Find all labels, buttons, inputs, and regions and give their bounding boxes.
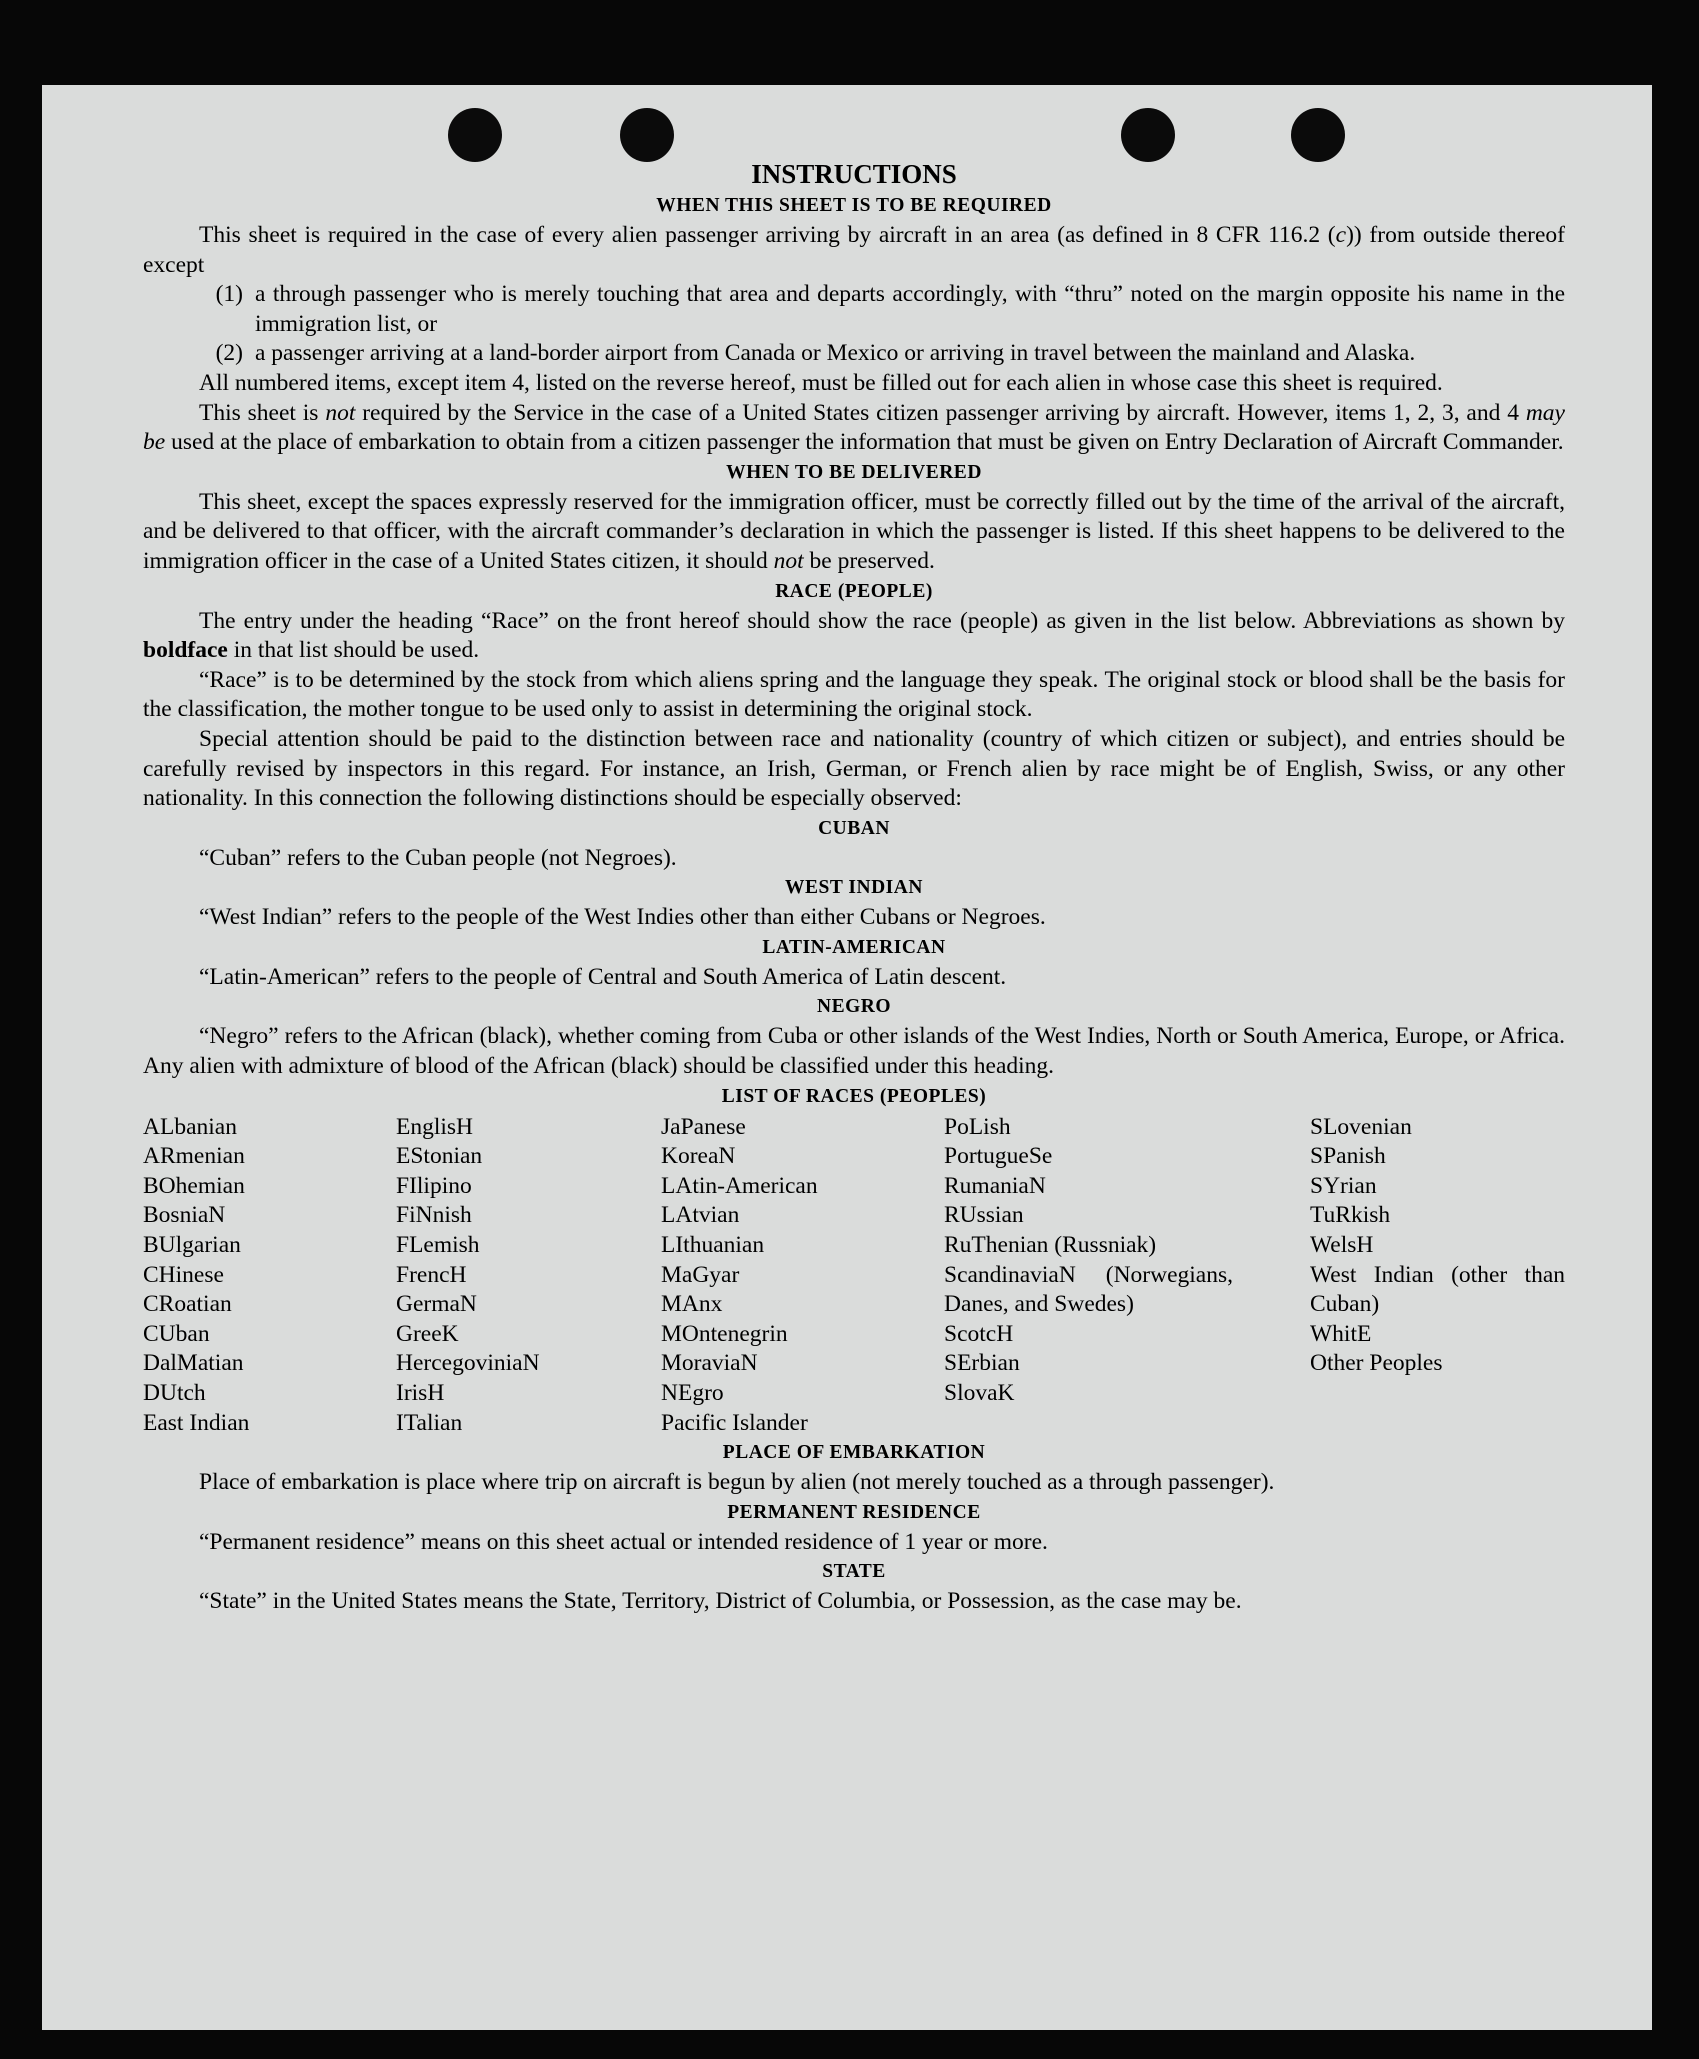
race-item: LAtin-American	[661, 1172, 818, 1199]
race-item: MoraviaN	[661, 1350, 758, 1377]
race-item: CUban	[143, 1320, 210, 1347]
race-item: Other Peoples	[1310, 1350, 1443, 1377]
race-item: EnglisH	[396, 1113, 474, 1140]
race-item: FrencH	[396, 1261, 467, 1288]
exception-item: (2) a passenger arriving at a land-border airport from Canada or Mexico or arriving in travel between the mainland and Alaska.	[215, 340, 1416, 367]
race-column	[396, 1113, 661, 1439]
exception-item: (1) a through passenger who is merely touching that area and departs accordingly, with “thru” noted on the margin opposite his name in the immigration list, or	[215, 281, 1565, 337]
race-item: DalMatian	[143, 1350, 244, 1377]
punch-hole	[620, 108, 674, 162]
race-item: MAnx	[661, 1291, 723, 1318]
definition-negro: “Negro” refers to the African (black), whether coming from Cuba or other islands of the West Indies, North or South America, Europe, or Africa. Any alien with admixture of blood of the African (black) should be classified under this heading.	[143, 1023, 1565, 1080]
race-item: SPanish	[1310, 1143, 1386, 1170]
race-paragraph-2: “Race” is to be determined by the stock from which aliens spring and the language they speak. The original stock or blood shall be the basis for the classification, the mother tongue to be used only to assist in determining the original stock.	[143, 666, 1565, 723]
race-item: HercegoviniaN	[396, 1350, 540, 1377]
section-heading-state: STATE	[822, 1561, 886, 1583]
race-item: Pacific Islander	[661, 1409, 808, 1436]
required-paragraph-2: All numbered items, except item 4, listed on the reverse hereof, must be filled out for each alien in whose case this sheet is required.	[199, 369, 1443, 396]
race-item: SErbian	[944, 1350, 1020, 1377]
punch-hole	[1291, 108, 1345, 162]
section-heading-race: RACE (PEOPLE)	[775, 580, 933, 602]
race-list	[143, 1113, 1565, 1439]
race-item: GermaN	[396, 1291, 477, 1318]
race-item: RuThenian (Russniak)	[944, 1232, 1157, 1259]
race-item: West Indian (other than Cuban)	[1310, 1261, 1565, 1318]
definition-heading-latin-american: LATIN-AMERICAN	[762, 936, 946, 958]
page-title: INSTRUCTIONS	[751, 159, 957, 189]
race-item: BUlgarian	[143, 1232, 241, 1259]
punch-hole	[1121, 108, 1175, 162]
race-paragraph-3: Special attention should be paid to the distinction between race and nationality (country of which citizen or subject), and entries should be carefully revised by inspectors in this regard. For instance, an Irish, German, or French alien by race might be of English, Swiss, or any other nationality. In this connection the following distinctions should be especially observed:	[143, 725, 1565, 812]
race-item: BOhemian	[143, 1172, 245, 1199]
race-item: FIlipino	[396, 1172, 472, 1199]
race-item: GreeK	[396, 1320, 459, 1347]
race-column	[661, 1113, 944, 1439]
required-paragraph-1: This sheet is required in the case of every alien passenger arriving by aircraft in an area (as defined in 8 CFR 116.2 (c)) from outside thereof except	[143, 222, 1565, 278]
instructions-content	[143, 157, 1565, 1617]
residence-paragraph: “Permanent residence” means on this sheet actual or intended residence of 1 year or more.	[199, 1528, 1048, 1555]
race-item: MOntenegrin	[661, 1320, 788, 1347]
definition-heading-negro: NEGRO	[816, 996, 891, 1018]
race-item: FLemish	[396, 1232, 480, 1259]
definition-latin-american: “Latin-American” refers to the people of Central and South America of Latin descent.	[199, 963, 1007, 990]
section-heading-required: WHEN THIS SHEET IS TO BE REQUIRED	[656, 195, 1052, 216]
race-item: EStonian	[396, 1143, 483, 1170]
race-item: JaPanese	[661, 1113, 746, 1140]
race-item: MaGyar	[661, 1261, 740, 1288]
state-paragraph: “State” in the United States means the State, Territory, District of Columbia, or Possession, as the case may be.	[199, 1588, 1242, 1615]
race-item: PoLish	[944, 1113, 1011, 1140]
race-item: FiNnish	[396, 1202, 472, 1229]
race-column	[944, 1113, 1233, 1439]
race-item: NEgro	[661, 1380, 724, 1406]
race-item: CRoatian	[143, 1291, 232, 1318]
race-column	[143, 1113, 396, 1439]
race-item: PortugueSe	[944, 1143, 1053, 1170]
race-item: LAtvian	[661, 1202, 740, 1229]
delivered-paragraph: This sheet, except the spaces expressly reserved for the immigration officer, must be correctly filled out by the time of the arrival of the aircraft, and be delivered to that officer, with the aircraft commander’s declaration in which the passenger is listed. If this sheet happens to be delivered to the immigration officer in the case of a United States citizen, it should not be preserved.	[143, 488, 1565, 574]
race-item: KoreaN	[661, 1143, 736, 1170]
race-item: DUtch	[143, 1380, 206, 1406]
race-item: WhitE	[1310, 1320, 1372, 1347]
race-item: IrisH	[396, 1380, 445, 1406]
section-heading-delivered: WHEN TO BE DELIVERED	[726, 461, 982, 483]
race-item: East Indian	[143, 1409, 250, 1436]
race-item: RumaniaN	[944, 1172, 1046, 1199]
race-item: SlovaK	[944, 1380, 1015, 1406]
race-item: CHinese	[143, 1261, 224, 1288]
race-item: ScotcH	[944, 1320, 1014, 1347]
section-heading-embarkation: PLACE OF EMBARKATION	[722, 1442, 986, 1464]
embarkation-paragraph: Place of embarkation is place where trip on aircraft is begun by alien (not merely touched as a through passenger).	[199, 1469, 1275, 1496]
race-item: SLovenian	[1310, 1113, 1412, 1140]
section-heading-residence: PERMANENT RESIDENCE	[727, 1501, 981, 1523]
race-item: ScandinaviaN (Norwegians, Danes, and Swedes)	[944, 1261, 1233, 1318]
definition-west-indian: “West Indian” refers to the people of the West Indies other than either Cubans or Negroes.	[199, 904, 1046, 931]
race-list-heading: LIST OF RACES (PEOPLES)	[721, 1085, 987, 1107]
race-item: RUssian	[944, 1202, 1024, 1229]
race-item: WelsH	[1310, 1232, 1374, 1259]
punch-hole	[448, 108, 502, 162]
definition-heading-cuban: CUBAN	[818, 817, 890, 839]
race-item: SYrian	[1310, 1172, 1377, 1199]
race-paragraph-1: The entry under the heading “Race” on the front hereof should show the race (people) as given in the list below. Abbreviations as shown by boldface in that list should be used.	[143, 607, 1565, 664]
race-column	[1310, 1113, 1565, 1439]
required-paragraph-3: This sheet is not required by the Service in the case of a United States citizen passenger arriving by aircraft. However, items 1, 2, 3, and 4 may be used at the place of embarkation to obtain from a citizen passenger the information that must be given on Entry Declaration of Aircraft Commander.	[143, 399, 1565, 456]
race-item: ITalian	[396, 1409, 463, 1436]
race-item: TuRkish	[1310, 1202, 1391, 1229]
race-item: ARmenian	[143, 1143, 245, 1170]
definition-cuban: “Cuban” refers to the Cuban people (not Negroes).	[199, 844, 677, 871]
race-item: ALbanian	[143, 1113, 237, 1140]
race-item: BosniaN	[143, 1202, 226, 1229]
definition-heading-west-indian: WEST INDIAN	[785, 877, 923, 899]
race-item: LIthuanian	[661, 1232, 765, 1259]
